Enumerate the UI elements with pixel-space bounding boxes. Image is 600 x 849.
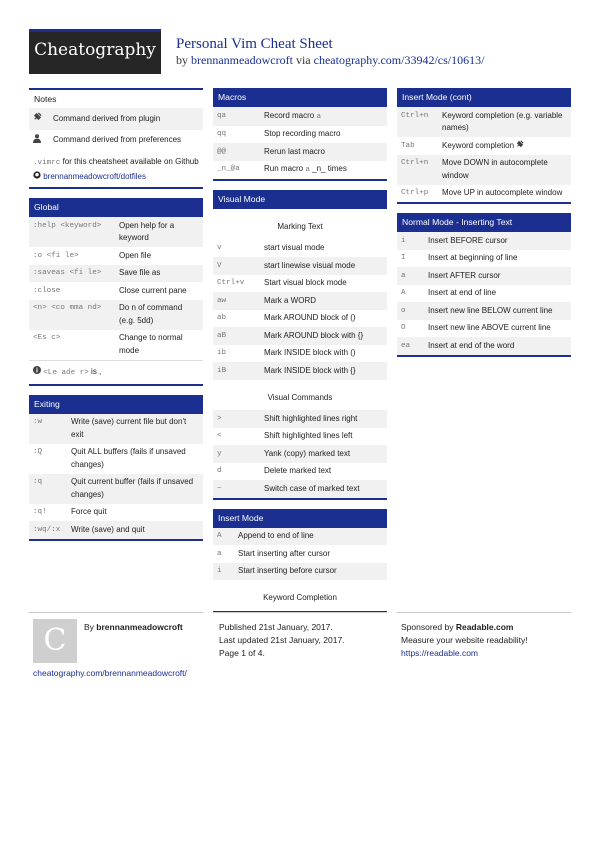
column-3 (397, 88, 571, 366)
visual-title: Visual Mode (213, 190, 387, 209)
cmd-desc: Close current pane (119, 285, 187, 295)
subheading: Marking Text (213, 209, 387, 240)
macros-title: Macros (213, 88, 387, 107)
cmd-key: iB (217, 366, 227, 375)
footer-author-name[interactable]: brennanmeadowcroft (96, 622, 183, 632)
cmd-desc: Start visual block mode (264, 278, 347, 287)
insert-cont-title: Insert Mode (cont) (397, 88, 571, 107)
footer-divider (29, 612, 203, 613)
cmd-key: ~ (217, 484, 222, 493)
cmd-key: <Es c> (33, 334, 61, 342)
macros-section (213, 88, 387, 181)
global-section (29, 198, 203, 386)
plug-icon (516, 141, 524, 150)
cmd-desc: Mark AROUND block of () (264, 313, 356, 322)
cmd-desc: Append to end of line (238, 531, 314, 540)
cmd-key: i (401, 236, 406, 245)
cmd-key: qq (217, 130, 227, 138)
cmd-desc: Switch case of marked text (264, 483, 360, 493)
cmd-desc: Mark a WORD (264, 295, 316, 305)
macro-register: a (305, 166, 310, 174)
cmd-key: v (217, 244, 222, 252)
cmd-key: Ctrl+n (401, 159, 429, 167)
macro-register: a (316, 112, 322, 121)
cmd-desc: Insert BEFORE cursor (428, 235, 508, 245)
cmd-key: I (401, 254, 406, 262)
cmd-desc: Delete marked text (264, 466, 332, 475)
cmd-desc: Mark INSIDE block with () (264, 348, 356, 357)
global-title: Global (29, 198, 203, 217)
leader-note (29, 360, 203, 384)
insert-section (213, 509, 387, 613)
cmd-key: i (217, 567, 222, 575)
cmd-key: ib (217, 349, 227, 357)
cmd-key: A (401, 289, 406, 297)
cmd-desc: start visual mode (264, 243, 325, 252)
cmd-desc: Insert at beginning of line (428, 253, 518, 262)
cmd-desc: Insert AFTER cursor (428, 270, 501, 280)
visual-section (213, 190, 387, 500)
cmd-key: aB (217, 331, 227, 340)
cmd-key: d (217, 467, 222, 475)
insert-cont-section (397, 88, 571, 204)
cmd-desc: Do n of command (e.g. 5dd) (119, 303, 183, 325)
footer-by: By (84, 622, 94, 632)
cmd-key: :w (33, 418, 43, 426)
cmd-key: _n_@a (217, 165, 240, 173)
note-text: Command derived from preferences (53, 135, 182, 144)
cmd-key: Ctrl+v (217, 279, 245, 287)
cmd-desc: Write (save) current file but don't exit (71, 417, 187, 439)
author-profile-link[interactable]: cheatography.com/brennanmeadowcroft/ (33, 668, 187, 678)
published-date: Published 21st January, 2017. (219, 622, 333, 632)
note-item (29, 130, 203, 152)
notes-section (29, 88, 203, 189)
cmd-key: Tab (401, 141, 415, 150)
cmd-key: qa (217, 111, 227, 120)
cmd-desc: Quit ALL buffers (fails if unsaved changes) (71, 447, 186, 469)
exiting-title: Exiting (29, 395, 203, 414)
sponsor-name[interactable]: Readable.com (455, 622, 514, 632)
cmd-desc: Keyword completion (e.g. variable names) (442, 110, 563, 132)
cmd-desc: Yank (copy) marked text (264, 448, 351, 458)
cmd-key: V (217, 261, 222, 270)
updated-date: Last updated 21st January, 2017. (219, 635, 345, 645)
sponsored-by: Sponsored by (401, 622, 454, 632)
subheading: Visual Commands (213, 380, 387, 411)
page-number: Page 1 of 4. (219, 648, 265, 658)
author-link[interactable]: brennanmeadowcroft (191, 53, 293, 67)
insert-title: Insert Mode (213, 509, 387, 528)
cmd-desc: Keyword completion (442, 140, 515, 150)
github-prefix: Github (175, 157, 199, 166)
cmd-desc: Quit current buffer (fails if unsaved changes) (71, 477, 194, 499)
logo-text: Cheatography (34, 40, 156, 60)
cmd-desc: Rerun last macro (264, 146, 325, 156)
cmd-key: o (401, 306, 406, 315)
normal-insert-title: Normal Mode - Inserting Text (397, 213, 571, 232)
cmd-desc: Force quit (71, 507, 107, 516)
cmd-key: Ctrl+p (401, 189, 429, 197)
sheet-url-link[interactable]: cheatography.com/33942/cs/10613/ (313, 53, 485, 67)
cmd-desc: Change to normal mode (119, 333, 183, 355)
cmd-key: ea (401, 341, 411, 350)
note-text: Command derived from plugin (53, 113, 161, 123)
cmd-key: < (217, 432, 222, 440)
page-title: Personal Vim Cheat Sheet (176, 36, 333, 52)
cmd-desc-tail: _n_ times (312, 164, 347, 173)
cmd-desc: Stop recording macro (264, 129, 341, 138)
cmd-key: :help <keyword> (33, 221, 102, 230)
cmd-desc: Run macro (264, 164, 304, 173)
cmd-desc: Insert at end of the word (428, 340, 515, 350)
column-2 (213, 88, 387, 622)
vimrc-code: .vimrc (33, 159, 61, 167)
cmd-key: :saveas <fi le> (33, 269, 102, 277)
cmd-key: y (217, 449, 222, 458)
footer-divider (397, 612, 571, 613)
subheading: Keyword Completion (213, 580, 387, 611)
cmd-desc: Mark INSIDE block with {} (264, 365, 356, 375)
cmd-desc: Write (save) and quit (71, 524, 145, 534)
cmd-key: @@ (217, 147, 227, 156)
cmd-desc: Open file (119, 250, 152, 260)
leader-text: is , (91, 366, 102, 376)
leader-code: <Le ade r> (43, 368, 89, 377)
normal-insert-section (397, 213, 571, 357)
cmd-key: :q (33, 478, 43, 486)
cmd-desc: Insert at end of line (428, 288, 497, 297)
info-icon (33, 367, 43, 376)
footer-author (84, 621, 183, 634)
cmd-key: :close (33, 286, 61, 295)
avatar: C (33, 619, 77, 663)
cmd-desc: Open help for a keyword (119, 220, 175, 242)
cmd-key: ab (217, 314, 227, 322)
byline-by: by (176, 53, 188, 67)
cmd-desc: Move DOWN in autocomplete window (442, 158, 548, 180)
cmd-key: :Q (33, 448, 43, 456)
cmd-key: :q! (33, 508, 47, 516)
cmd-key: A (217, 532, 222, 540)
sponsor-tagline: Measure your website readability! (401, 635, 528, 645)
cmd-desc: start linewise visual mode (264, 260, 356, 270)
cmd-desc: Shift highlighted lines left (264, 431, 353, 440)
cmd-key: Ctrl+n (401, 111, 429, 120)
cmd-key: aw (217, 296, 227, 305)
user-icon (33, 134, 53, 148)
cmd-desc: Shift highlighted lines right (264, 413, 358, 423)
cmd-key: a (401, 271, 406, 280)
github-icon (33, 172, 43, 181)
cmd-desc: Record macro (264, 110, 315, 120)
notes-title: Notes (29, 88, 203, 108)
cmd-key: :wq/:x (33, 525, 61, 534)
cmd-desc: Insert new line BELOW current line (428, 305, 553, 315)
page-byline (176, 53, 484, 68)
column-1 (29, 88, 203, 550)
cmd-desc: Move UP in autocomplete window (442, 188, 563, 197)
footer-divider (213, 612, 387, 613)
cmd-desc: Start inserting before cursor (238, 566, 337, 575)
cmd-desc: Insert new line ABOVE current line (428, 323, 551, 332)
note-item (29, 108, 203, 130)
cmd-key: O (401, 324, 406, 332)
cmd-desc: Start inserting after cursor (238, 548, 331, 558)
cmd-key: <n> <co mma nd> (33, 304, 102, 312)
cmd-desc: Mark AROUND block with {} (264, 330, 364, 340)
cmd-key: :o <fi le> (33, 251, 79, 260)
cheatography-logo[interactable] (29, 29, 161, 74)
exiting-section (29, 395, 203, 541)
sponsor-line (401, 621, 513, 634)
cmd-desc: Save file as (119, 268, 161, 277)
vimrc-note (29, 151, 203, 187)
sponsor-link[interactable]: https://readable.com (401, 648, 479, 658)
cmd-key: > (217, 414, 222, 423)
cmd-key: a (217, 549, 222, 558)
byline-via: via (295, 53, 311, 67)
vimrc-text: for this cheatsheet available on (62, 157, 173, 166)
github-link[interactable]: brennanmeadowcroft/dotfiles (43, 172, 146, 181)
plug-icon (33, 112, 53, 126)
